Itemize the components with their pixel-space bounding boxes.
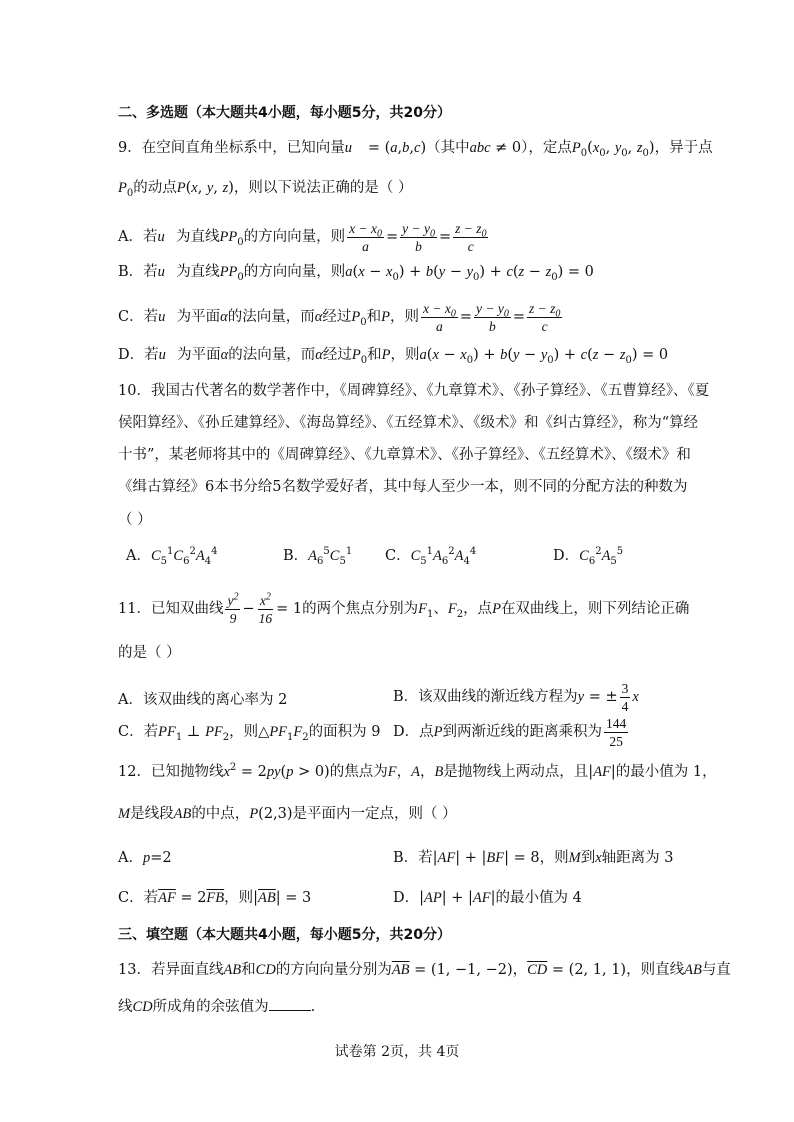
q12-option-c: C．若$\overline{AF} = 2\overline{FB}$，则$|\overline{AB}| = 3$ xyxy=(118,890,312,906)
q12-option-d: D．|AP| + |AF|的最小值为 4 xyxy=(393,890,582,906)
q12-stem-line1: 12．已知抛物线$x^2 = 2py(p > 0)$的焦点为F，A，B是抛物线上两动点，且|AF|的最小值为 1， xyxy=(118,762,717,780)
q10-line5: （ ） xyxy=(118,512,152,528)
q11-option-d: D．点P到两渐近线的距离乘积为 $\frac{144}{25}$ xyxy=(393,715,627,749)
q12-option-b: B．若|AF| + |BF| = 8，则M到x轴距离为 3 xyxy=(393,850,674,866)
q10-line2: 侯阳算经》、《孙丘建算经》、《海岛算经》、《五经算术》、《级术》和《纠古算经》，称为“算经 xyxy=(118,415,699,431)
q9-option-d: D．若u⃗为平面α的法向量，而α经过$P_0$和P，则$a(x - x_0) + b(y - y_0) + c(z - z_0) = 0$ xyxy=(118,347,669,366)
page-footer: 试卷第 2页，共 4页 xyxy=(334,1044,460,1060)
q11-stem-line1: 11．已知双曲线 $\frac{y^2}{9}$ − $\frac{x^2}{16}$ = 1的两个焦点分别为$F_1$、$F_2$，点P在双曲线上，则下列结论正确 xyxy=(118,591,690,626)
q10-line3: 十书”，某老师将其中的《周碑算经》、《九章算术》、《孙子算经》、《五经算术》、《缀术》和 xyxy=(118,447,691,463)
q10-option-b: B．$A_6^5C_5^1$ xyxy=(283,546,353,567)
q12-stem-line2: M是线段AB的中点，P(2,3)是平面内一定点，则（ ） xyxy=(118,806,457,822)
q13-line2: 线CD所成角的余弦值为 . xyxy=(118,996,315,1017)
q11-option-a: A．该双曲线的离心率为 2 xyxy=(118,692,288,708)
q11-line2: 的是（ ） xyxy=(118,645,181,661)
q9-option-a: A．若u⃗为直线$PP_0$的方向向量，则 $\frac{x - x_0}{a}$ = $\frac{y - y_0}{b}$ = $\frac{z - z_0}{c}$ xyxy=(118,220,487,254)
section-header-multiple-choice: 二、多选题（本大题共4小题，每小题5分，共20分） xyxy=(118,105,451,121)
q10-line4: 《缉古算经》6本书分给5名数学爱好者，其中每人至少一本，则不同的分配方法的种数为 xyxy=(118,479,688,495)
q12-option-a: A．p=2 xyxy=(118,850,172,866)
q11-option-b: B．该双曲线的渐近线方程为y = ± $\frac{3}{4}$ x xyxy=(393,680,639,714)
q10-option-c: C．$C_5^1A_6^2A_4^4$ xyxy=(385,546,477,567)
q10-line1: 10．我国古代著名的数学著作中，《周碑算经》、《九章算术》、《孙子算经》、《五曹算经》、《夏 xyxy=(118,383,710,399)
q11-option-c: C．若$PF_1$ ⊥ $PF_2$，则$\triangle PF_1F_2$的面积为 9 xyxy=(118,724,381,743)
q10-option-d: D．$C_6^2A_5^5$ xyxy=(553,546,624,567)
q9-option-c: C．若u⃗为平面α的法向量，而α经过$P_0$和P，则 $\frac{x - x_0}{a}$ = $\frac{y - y_0}{b}$ = $\frac{z - z_0}{c}$ xyxy=(118,300,561,334)
section-header-fill-in: 三、填空题（本大题共4小题，每小题5分，共20分） xyxy=(118,927,451,943)
q13-line1: 13．若异面直线AB和CD的方向向量分别为$\overline{AB} = (1$, −1, −2)，$\overline{CD} = (2$, 1, 1)，则直线AB与直 xyxy=(118,962,731,978)
answer-blank xyxy=(269,996,311,1011)
q10-option-a: A．$C_5^1C_6^2A_4^4$ xyxy=(126,546,218,567)
q9-stem-line1: 9．在空间直角坐标系中，已知向量u⃗ = (a,b,c)（其中abc ≠ 0），定点$P_0(x_0$, $y_0$, $z_0$)，异于点 xyxy=(118,140,713,159)
q9-option-b: B．若u⃗为直线$PP_0$的方向向量，则$a(x - x_0) + b(y - y_0) + c(z - z_0) = 0$ xyxy=(118,264,594,283)
q9-stem-line2: $P_0$的动点P(x, y, z)，则以下说法正确的是（ ） xyxy=(118,180,413,199)
